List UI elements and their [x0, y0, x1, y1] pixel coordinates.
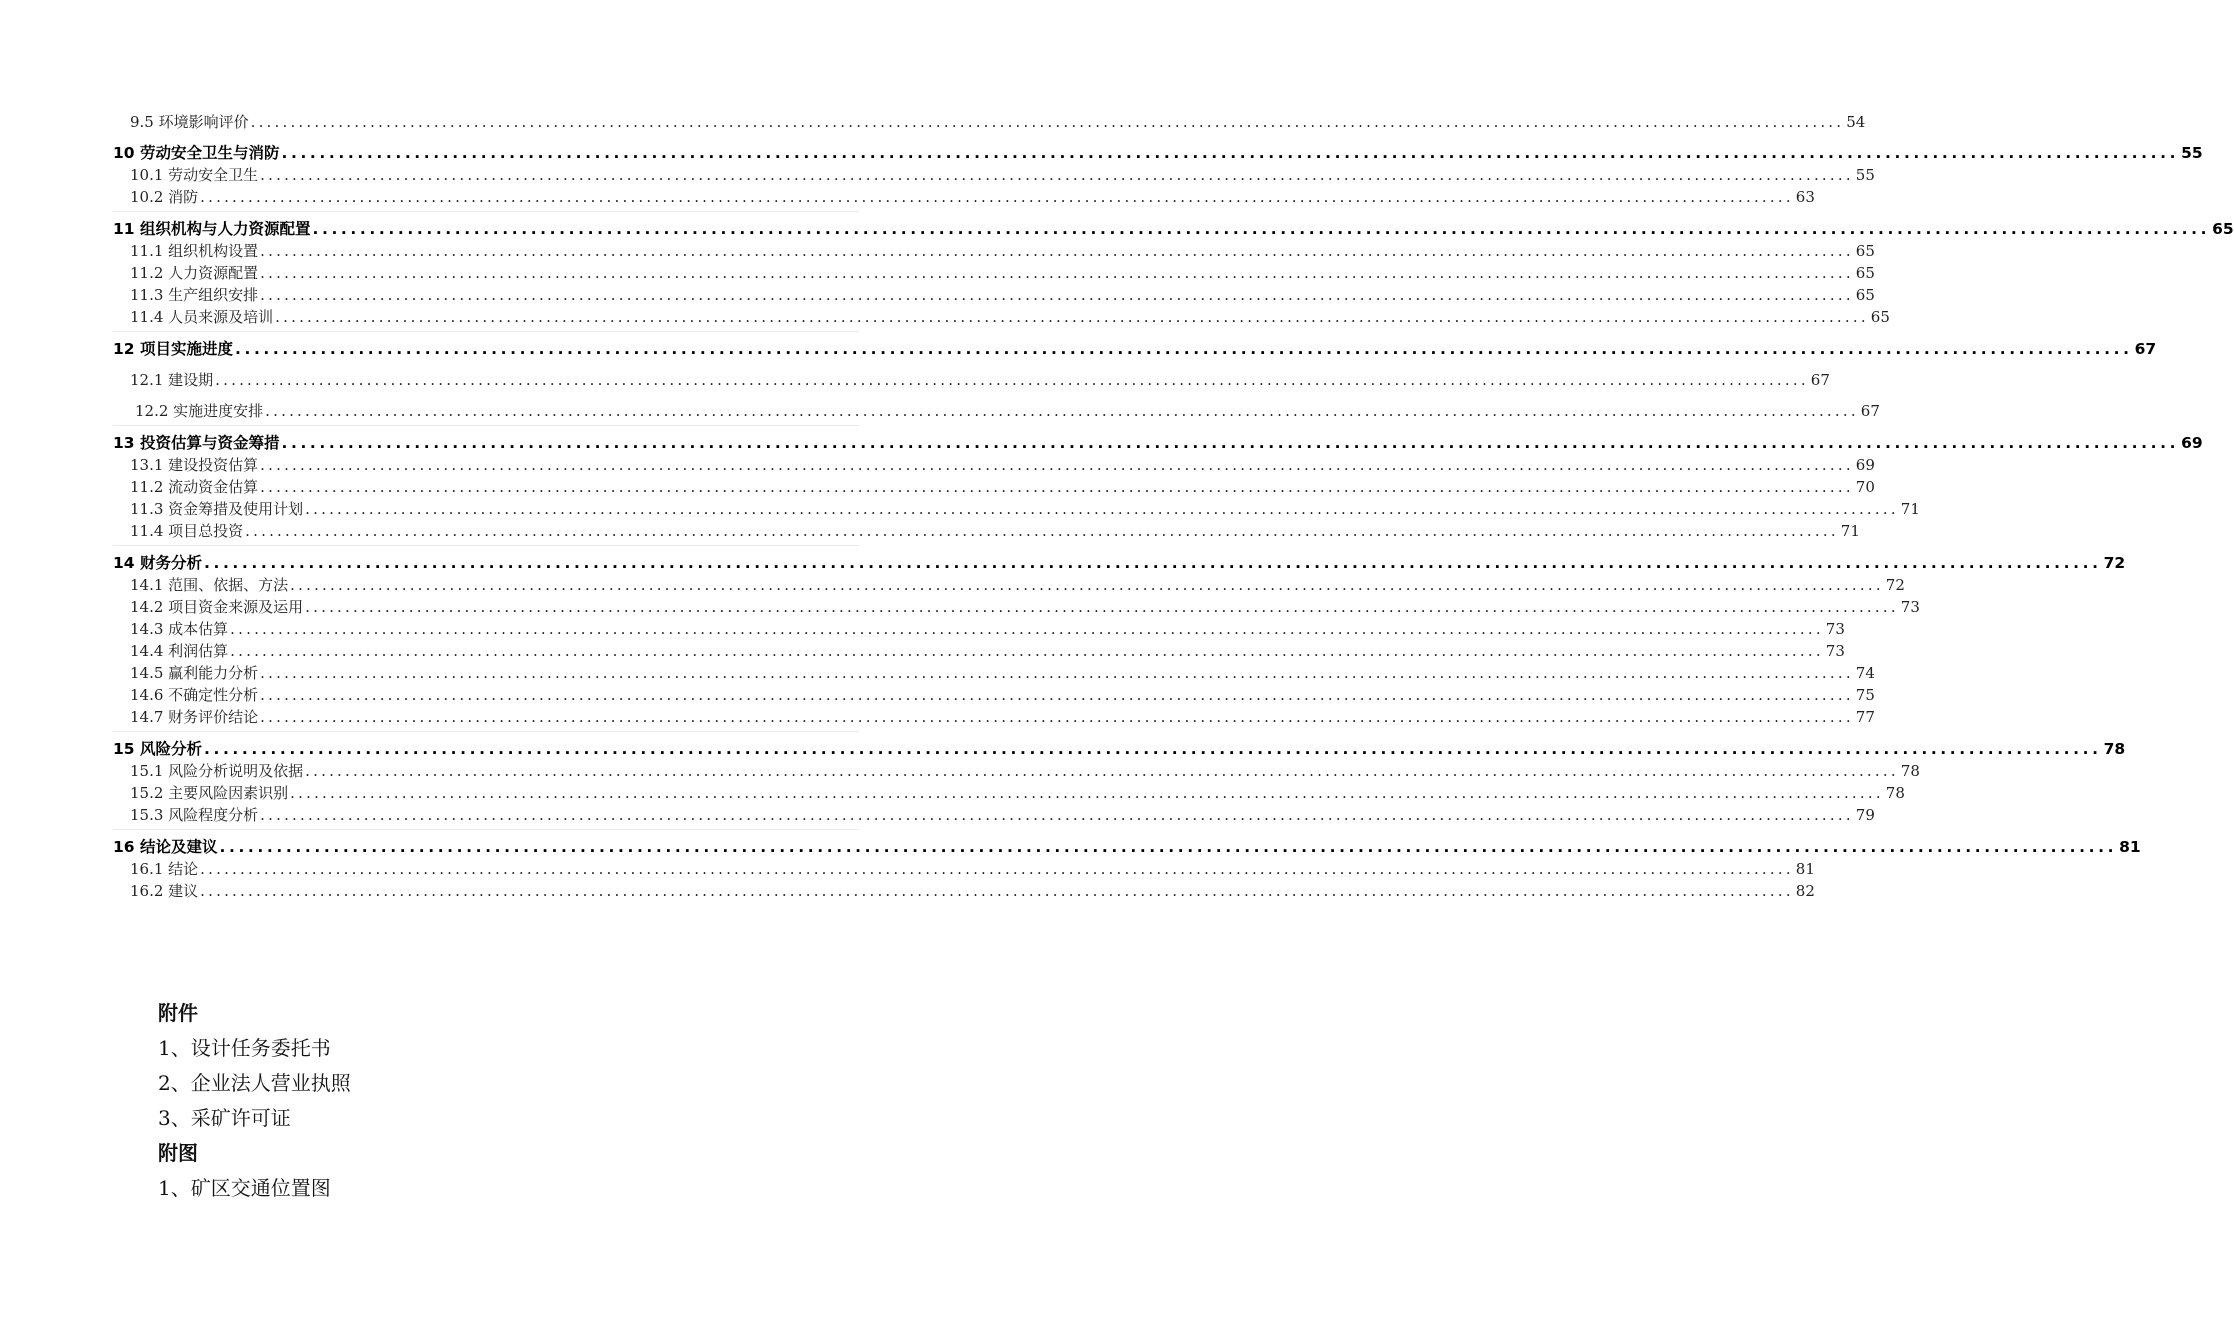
toc-chapter[interactable]	[113, 211, 2234, 243]
toc-chapter[interactable]	[113, 545, 2126, 577]
leader-dots: ........................................................................................................................................................................................................	[260, 708, 1854, 726]
toc-chapter-title: 14 财务分析	[113, 554, 202, 572]
toc-entry-title: 14.1 范围、依据、方法	[130, 576, 289, 594]
toc-entry[interactable]	[113, 363, 1830, 394]
toc-entry-page: 71	[1840, 522, 1860, 540]
toc-entry[interactable]	[113, 113, 1866, 136]
toc-chapter-page: 72	[2103, 554, 2126, 572]
toc-entry-page: 77	[1855, 708, 1875, 726]
leader-dots: ........................................................................................................................................................................................................	[260, 478, 1854, 496]
toc-chapter-page: 81	[2119, 838, 2141, 856]
toc-chapter-title: 10 劳动安全卫生与消防	[113, 144, 280, 162]
leader-dots: ........................................................................................................................................................................................................	[203, 554, 2102, 572]
toc-entry-title: 11.2 人力资源配置	[130, 264, 259, 282]
leader-dots: ........................................................................................................................................................................................................	[260, 456, 1854, 474]
toc-chapter[interactable]	[113, 425, 2203, 457]
toc-entry-title: 15.2 主要风险因素识别	[130, 784, 289, 802]
toc-entry[interactable]	[113, 708, 1875, 731]
toc-entry-page: 63	[1795, 188, 1815, 206]
toc-entry-title: 15.1 风险分析说明及依据	[130, 762, 304, 780]
toc-chapter-page: 55	[2181, 144, 2203, 162]
leader-dots: ........................................................................................................................................................................................................	[275, 308, 1869, 326]
toc-chapter-title: 12 项目实施进度	[113, 340, 233, 358]
leader-dots: ........................................................................................................................................................................................................	[281, 144, 2180, 162]
toc-entry-title: 9.5 环境影响评价	[130, 113, 249, 131]
attachment-item: 3、采矿许可证	[158, 1106, 291, 1130]
toc-entry-page: 72	[1885, 576, 1905, 594]
leader-dots: ........................................................................................................................................................................................................	[260, 264, 1854, 282]
leader-dots: ........................................................................................................................................................................................................	[203, 740, 2102, 758]
toc-entry-page: 78	[1885, 784, 1905, 802]
leader-dots: ........................................................................................................................................................................................................	[260, 806, 1854, 824]
leader-dots: ........................................................................................................................................................................................................	[260, 664, 1854, 682]
toc-entry-title: 10.2 消防	[130, 188, 199, 206]
toc-chapter-title: 13 投资估算与资金筹措	[113, 434, 280, 452]
attachment-item: 2、企业法人营业执照	[158, 1071, 351, 1095]
toc-entry-title: 13.1 建设投资估算	[130, 456, 259, 474]
toc-entry[interactable]	[113, 394, 1880, 425]
leader-dots: ........................................................................................................................................................................................................	[200, 882, 1794, 900]
toc-entry-page: 65	[1855, 242, 1875, 260]
toc-chapter-title: 15 风险分析	[113, 740, 202, 758]
leader-dots: ........................................................................................................................................................................................................	[230, 620, 1824, 638]
toc-entry-title: 14.2 项目资金来源及运用	[130, 598, 304, 616]
leader-dots: ........................................................................................................................................................................................................	[260, 286, 1854, 304]
leader-dots: ........................................................................................................................................................................................................	[265, 402, 1859, 420]
toc-entry[interactable]	[113, 806, 1875, 829]
toc-entry-title: 14.7 财务评价结论	[130, 708, 259, 726]
toc-entry-page: 81	[1795, 860, 1815, 878]
toc-entry[interactable]	[113, 522, 1860, 545]
leader-dots: ........................................................................................................................................................................................................	[200, 860, 1794, 878]
toc-entry-page: 67	[1860, 402, 1880, 420]
toc-entry-title: 14.3 成本估算	[130, 620, 229, 638]
leader-dots: ........................................................................................................................................................................................................	[219, 838, 2118, 856]
toc-entry-title: 11.2 流动资金估算	[130, 478, 259, 496]
toc-entry-page: 73	[1825, 620, 1845, 638]
toc-entry-page: 54	[1846, 113, 1866, 131]
leader-dots: ........................................................................................................................................................................................................	[305, 500, 1899, 518]
toc-entry-page: 78	[1900, 762, 1920, 780]
toc-entry-page: 71	[1900, 500, 1920, 518]
toc-entry-title: 16.2 建议	[130, 882, 199, 900]
toc-entry-page: 70	[1855, 478, 1875, 496]
leader-dots: ........................................................................................................................................................................................................	[290, 576, 1884, 594]
leader-dots: ........................................................................................................................................................................................................	[312, 220, 2211, 238]
toc-chapter[interactable]	[113, 136, 2203, 167]
toc-chapter-title: 11 组织机构与人力资源配置	[113, 220, 311, 238]
toc-entry-page: 82	[1795, 882, 1815, 900]
toc-entry-page: 65	[1855, 286, 1875, 304]
toc-chapter-page: 69	[2181, 434, 2203, 452]
toc-chapter-page: 67	[2134, 340, 2157, 358]
toc-entry-title: 12.2 实施进度安排	[135, 402, 264, 420]
leader-dots: ........................................................................................................................................................................................................	[215, 371, 1809, 389]
toc-entry-title: 15.3 风险程度分析	[130, 806, 259, 824]
leader-dots: ........................................................................................................................................................................................................	[305, 598, 1899, 616]
leader-dots: ........................................................................................................................................................................................................	[260, 242, 1854, 260]
toc-entry-title: 11.1 组织机构设置	[130, 242, 259, 260]
figure-item: 1、矿区交通位置图	[158, 1176, 331, 1200]
toc-entry-title: 14.6 不确定性分析	[130, 686, 259, 704]
toc-entry[interactable]	[113, 188, 1815, 211]
toc-entry-page: 65	[1870, 308, 1890, 326]
toc-entry-title: 16.1 结论	[130, 860, 199, 878]
attachment-item: 1、设计任务委托书	[158, 1036, 331, 1060]
toc-chapter-page: 78	[2103, 740, 2126, 758]
toc-entry-page: 75	[1855, 686, 1875, 704]
toc-entry-page: 74	[1855, 664, 1875, 682]
toc-entry-page: 69	[1855, 456, 1875, 474]
toc-entry[interactable]	[113, 882, 1815, 905]
toc-entry[interactable]	[113, 308, 1890, 331]
toc-chapter-title: 16 结论及建议	[113, 838, 218, 856]
leader-dots: ........................................................................................................................................................................................................	[290, 784, 1884, 802]
toc-chapter[interactable]	[113, 829, 2141, 861]
toc-entry-page: 67	[1810, 371, 1830, 389]
leader-dots: ........................................................................................................................................................................................................	[260, 166, 1854, 184]
leader-dots: ........................................................................................................................................................................................................	[250, 113, 1845, 131]
leader-dots: ........................................................................................................................................................................................................	[281, 434, 2180, 452]
figures-heading: 附图	[158, 1141, 198, 1165]
leader-dots: ........................................................................................................................................................................................................	[230, 642, 1824, 660]
table-of-contents	[113, 113, 2234, 905]
toc-entry-title: 11.3 生产组织安排	[130, 286, 259, 304]
toc-chapter-page: 65	[2212, 220, 2234, 238]
toc-chapter[interactable]	[113, 731, 2126, 763]
toc-entry-page: 79	[1855, 806, 1875, 824]
toc-entry-page: 55	[1855, 166, 1875, 184]
attachments-heading: 附件	[158, 1001, 198, 1025]
toc-entry-title: 11.3 资金筹措及使用计划	[130, 500, 304, 518]
leader-dots: ........................................................................................................................................................................................................	[245, 522, 1839, 540]
toc-entry-page: 73	[1825, 642, 1845, 660]
toc-entry-page: 73	[1900, 598, 1920, 616]
toc-chapter[interactable]	[113, 331, 2157, 363]
leader-dots: ........................................................................................................................................................................................................	[305, 762, 1899, 780]
toc-entry-title: 11.4 人员来源及培训	[130, 308, 274, 326]
leader-dots: ........................................................................................................................................................................................................	[200, 188, 1794, 206]
toc-entry-title: 14.4 利润估算	[130, 642, 229, 660]
toc-entry-title: 10.1 劳动安全卫生	[130, 166, 259, 184]
toc-entry-title: 12.1 建设期	[130, 371, 214, 389]
leader-dots: ........................................................................................................................................................................................................	[234, 340, 2133, 358]
attachments-section	[158, 996, 658, 1206]
toc-entry-title: 14.5 赢利能力分析	[130, 664, 259, 682]
toc-entry-page: 65	[1855, 264, 1875, 282]
toc-entry-title: 11.4 项目总投资	[130, 522, 244, 540]
leader-dots: ........................................................................................................................................................................................................	[260, 686, 1854, 704]
